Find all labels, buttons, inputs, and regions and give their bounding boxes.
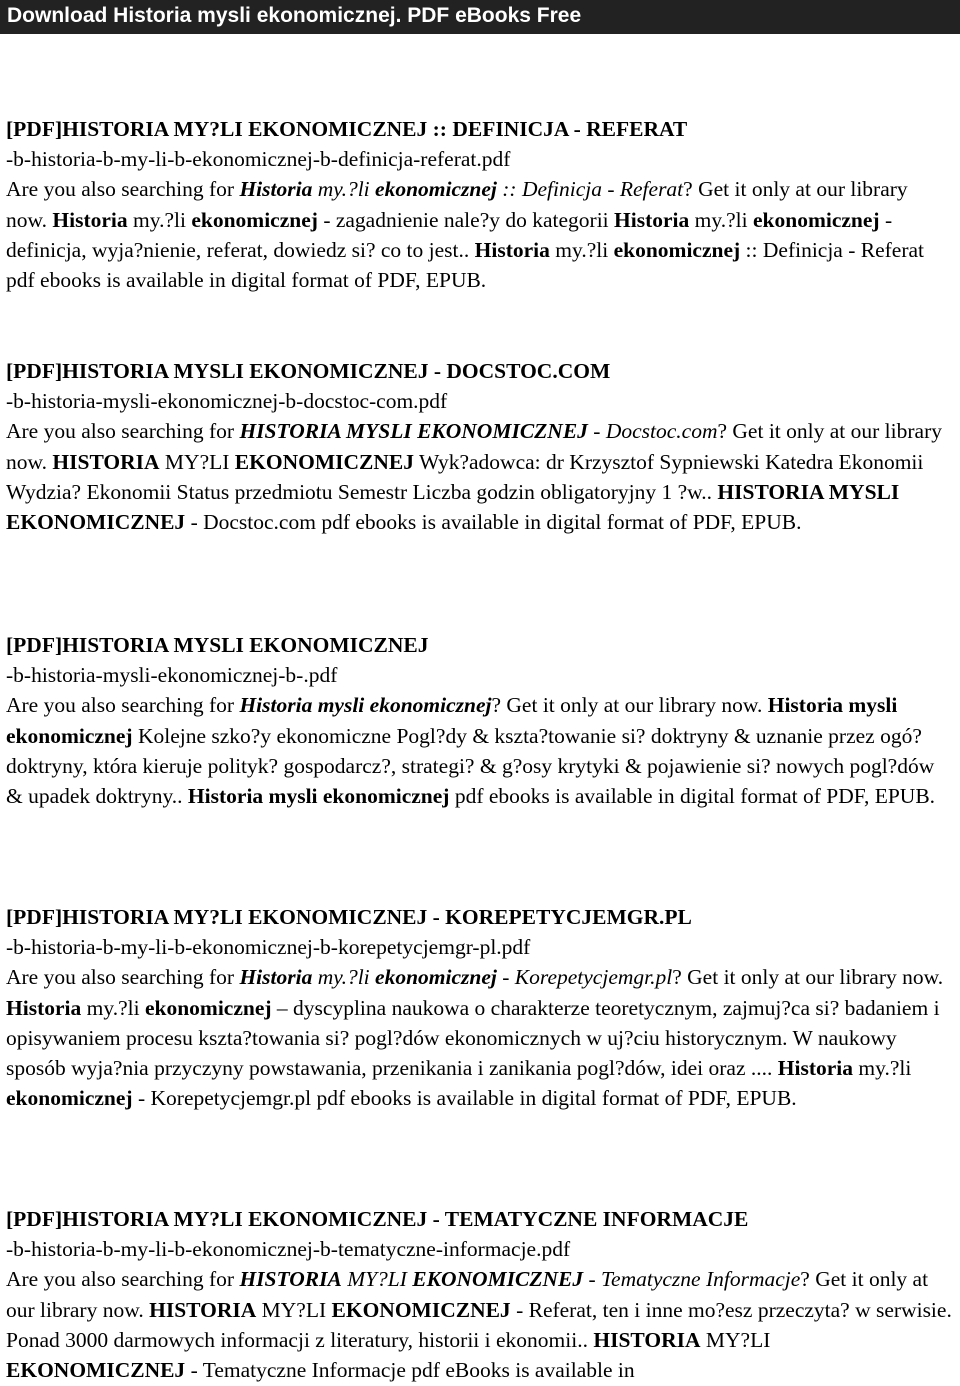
result-entry-5: [6, 1204, 954, 1385]
result-filename: -b-historia-mysli-ekonomicznej-b-docstoc-com.pdf: [6, 389, 448, 414]
result-filename: -b-historia-b-my-li-b-ekonomicznej-b-korepetycjemgr-pl.pdf: [6, 935, 531, 960]
result-heading[interactable]: [PDF]HISTORIA MY?LI EKONOMICZNEJ - KOREPETYCJEMGR.PL: [6, 905, 692, 929]
result-description: Are you also searching for Historia mysli ekonomicznej? Get it only at our library now. Historia mysli ekonomicznej Kolejne szko?y ekonomiczne Pogl?dy & kszta?towanie si? doktryny & uznanie przez ogó? doktryny, która kieruje polityk? gospodarcz?, strategi? & g?osy krytyki & pojawienie si? nowych pogl?dów & upadek doktryny.. Historia mysli ekonomicznej pdf ebooks is available in digital format of PDF, EPUB.: [6, 693, 936, 809]
result-entry-3: [6, 630, 954, 811]
result-description: Are you also searching for HISTORIA MYSLI EKONOMICZNEJ - Docstoc.com? Get it only at our library now. HISTORIA MY?LI EKONOMICZNEJ Wyk?adowca: dr Krzysztof Sypniewski Katedra Ekonomii Wydzia? Ekonomii Status przedmiotu Semestr Liczba godzin obligatoryjny 1 ?w.. HISTORIA MYSLI EKONOMICZNEJ - Docstoc.com pdf ebooks is available in digital format of PDF, EPUB.: [6, 419, 942, 535]
result-filename: -b-historia-b-my-li-b-ekonomicznej-b-tematyczne-informacje.pdf: [6, 1237, 571, 1262]
result-description: Are you also searching for HISTORIA MY?LI EKONOMICZNEJ - Tematyczne Informacje? Get it only at our library now. HISTORIA MY?LI EKONOMICZNEJ - Referat, ten i inne mo?esz przeczyta? w serwisie. Ponad 3000 darmowych informacji z literatury, historii i ekonomii.. HISTORIA MY?LI EKONOMICZNEJ - Tematyczne Informacje pdf eBooks is available in: [6, 1267, 952, 1383]
result-heading[interactable]: [PDF]HISTORIA MYSLI EKONOMICZNEJ: [6, 633, 429, 657]
result-description: Are you also searching for Historia my.?li ekonomicznej :: Definicja - Referat? Get it only at our library now. Historia my.?li ekonomicznej - zagadnienie nale?y do kategorii Historia my.?li ekonomicznej - definicja, wyja?nienie, referat, dowiedz si? co to jest.. Historia my.?li ekonomicznej :: Definicja - Referat pdf ebooks is available in digital format of PDF, EPUB.: [6, 177, 925, 293]
result-heading[interactable]: [PDF]HISTORIA MY?LI EKONOMICZNEJ - TEMATYCZNE INFORMACJE: [6, 1207, 749, 1231]
result-entry-4: [6, 902, 954, 1113]
result-heading[interactable]: [PDF]HISTORIA MY?LI EKONOMICZNEJ :: DEFINICJA - REFERAT: [6, 117, 688, 141]
result-filename: -b-historia-b-my-li-b-ekonomicznej-b-definicja-referat.pdf: [6, 147, 511, 172]
result-entry-2: [6, 356, 954, 537]
result-description: Are you also searching for Historia my.?li ekonomicznej - Korepetycjemgr.pl? Get it only at our library now. Historia my.?li ekonomicznej – dyscyplina naukowa o charakterze teoretycznym, zajmuj?ca si? badaniem i opisywaniem procesu kszta?towania si? pogl?dów ekonomicznych w uj?ciu historycznym. W naukowy sposób wyja?nia przyczyny powstawania, przenikania i zanikania pogl?dów, idei oraz .... Historia my.?li ekonomicznej - Korepetycjemgr.pl pdf ebooks is available in digital format of PDF, EPUB.: [6, 965, 944, 1111]
result-entry-1: [6, 114, 954, 295]
result-heading[interactable]: [PDF]HISTORIA MYSLI EKONOMICZNEJ - DOCSTOC.COM: [6, 359, 611, 383]
page-header: [0, 0, 960, 34]
result-filename: -b-historia-mysli-ekonomicznej-b-.pdf: [6, 663, 338, 688]
page-title: Download Historia mysli ekonomicznej. PDF eBooks Free: [7, 4, 582, 27]
